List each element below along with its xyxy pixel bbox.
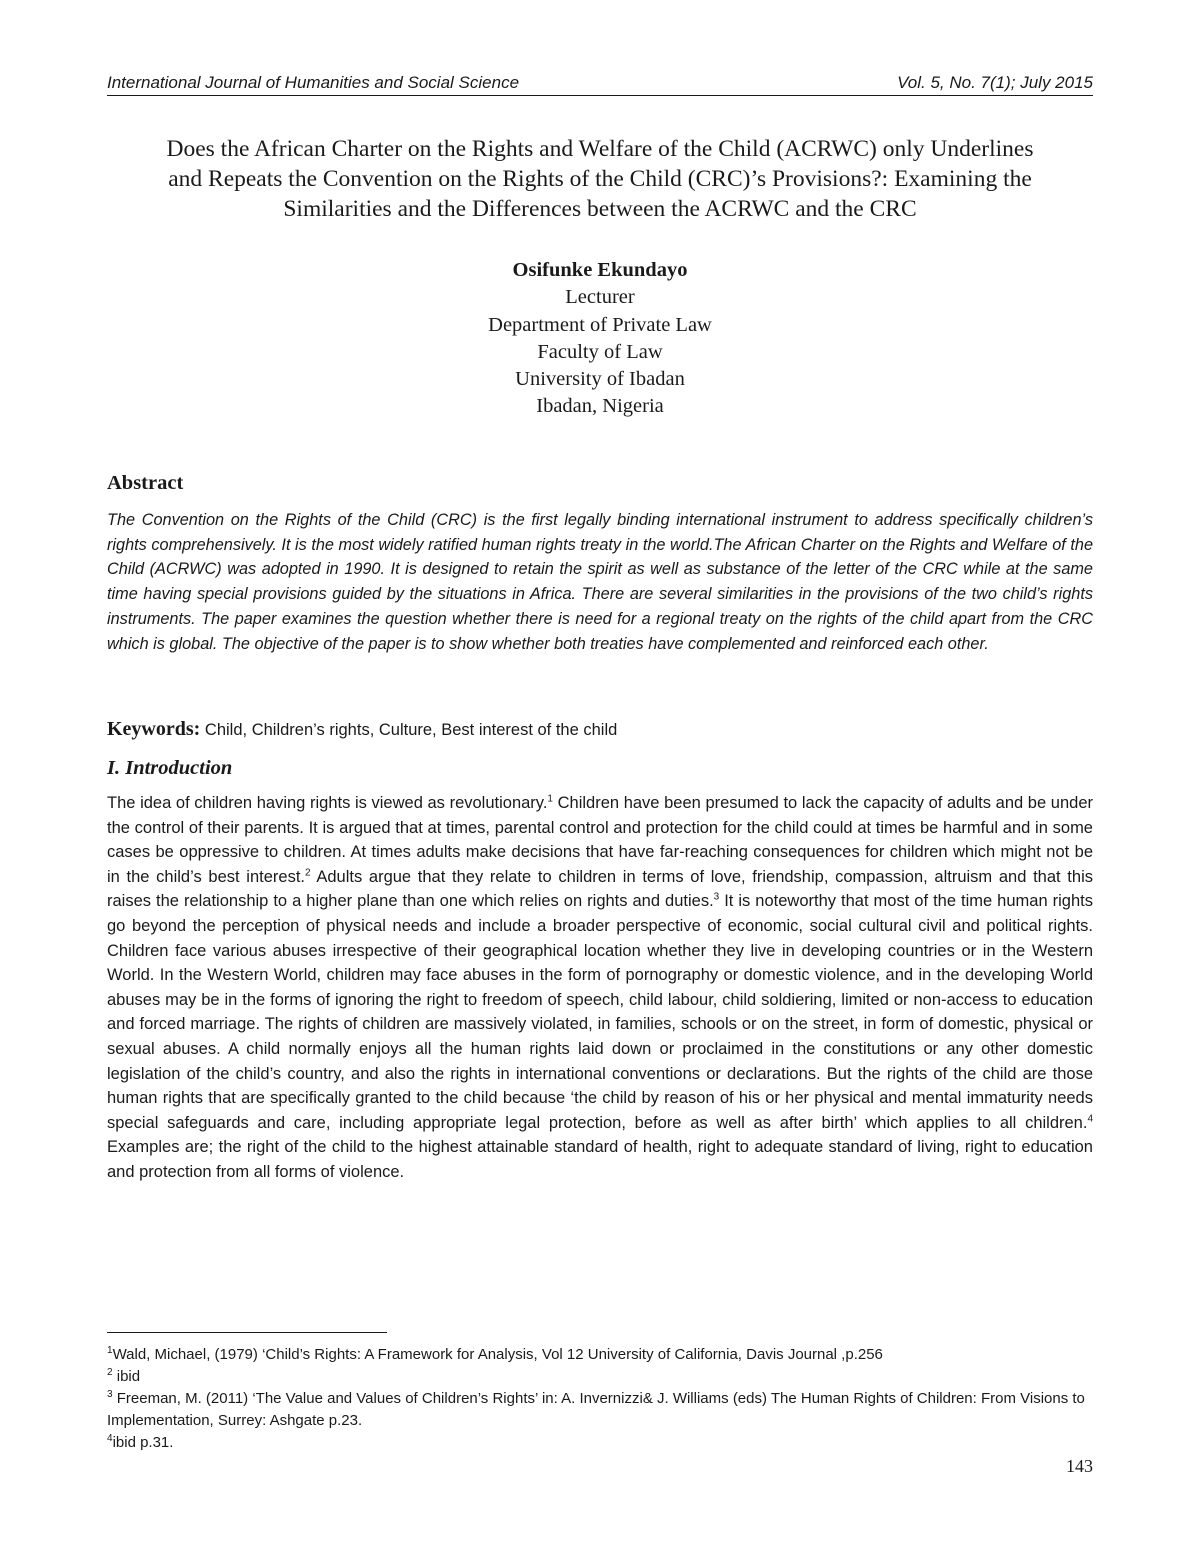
footnote-number: 3	[107, 1389, 113, 1400]
keywords-label: Keywords:	[107, 718, 201, 740]
paper-title	[107, 134, 1093, 224]
title-line: Does the African Charter on the Rights and Welfare of the Child (ACRWC) only Underlines	[166, 136, 1034, 162]
running-header	[107, 70, 1093, 96]
footnote-number: 2	[107, 1367, 113, 1378]
footnote	[107, 1366, 1093, 1388]
title-line: and Repeats the Convention on the Rights of the Child (CRC)’s Provisions?: Examining the	[168, 166, 1032, 192]
keywords-line	[107, 718, 1093, 741]
intro-text: Children have been presumed to lack the capacity of adults and be under the control of their parents. It is argued that at times, parental control and protection for the child could at times be harmful and in some cases be oppressive to children. At times adults make decisions that have far-reaching consequences for children which might not be in the child’s best interest.	[107, 794, 1093, 886]
footnote	[107, 1388, 1093, 1432]
footnote-number: 4	[107, 1433, 113, 1444]
abstract-text: The Convention on the Rights of the Child (CRC) is the first legally binding international instrument to address specifically children’s rights comprehensively. It is the most widely ratified human rights treaty in the world.The African Charter on the Rights and Welfare of the Child (ACRWC) was adopted in 1990. It is designed to retain the spirit as well as substance of the letter of the CRC while at the same time having special provisions guided by the situations in Africa. There are several similarities in the provisions of the two child’s rights instruments. The paper examines the question whether there is need for a regional treaty on the rights of the child apart from the CRC which is global. The objective of the paper is to show whether both treaties have complemented and reinforced each other.	[107, 511, 1093, 653]
author-block	[107, 257, 1093, 421]
introduction-paragraph	[107, 791, 1093, 1185]
volume-issue: Vol. 5, No. 7(1); July 2015	[897, 73, 1093, 92]
footnote-divider	[107, 1332, 387, 1333]
intro-text: Adults argue that they relate to children in terms of love, friendship, compassion, altruism and that this raises the relationship to a higher plane than one which relies on rights and duties.	[107, 867, 1093, 911]
introduction-heading: I. Introduction	[107, 757, 233, 779]
intro-text: The idea of children having rights is viewed as revolutionary.	[107, 794, 548, 812]
abstract-heading: Abstract	[107, 472, 184, 494]
footnote-ref[interactable]: 3	[713, 891, 720, 903]
author-department: Department of Private Law	[488, 313, 712, 336]
footnote-ref[interactable]: 1	[547, 793, 553, 805]
footnote-text: Freeman, M. (2011) ‘The Value and Values of Children’s Rights’ in: A. Invernizzi& J. Williams (eds) The Human Rights of Children: From Visions to Implementation, Surrey: Ashgate p.23.	[107, 1390, 1085, 1429]
journal-name: International Journal of Humanities and Social Science	[107, 73, 520, 92]
footnote-text: ibid	[112, 1368, 141, 1385]
author-faculty: Faculty of Law	[537, 340, 663, 363]
page-number: 143	[1066, 1456, 1093, 1476]
footnotes	[107, 1344, 1093, 1454]
author-position: Lecturer	[565, 286, 635, 309]
footnote	[107, 1344, 1093, 1366]
footnote-text: Wald, Michael, (1979) ‘Child’s Rights: A Framework for Analysis, Vol 12 University of California, Davis Journal ,p.256	[112, 1346, 883, 1363]
footnote-ref[interactable]: 4	[1087, 1113, 1093, 1125]
author-university: University of Ibadan	[515, 368, 685, 391]
intro-text: Examples are; the right of the child to the highest attainable standard of health, right to adequate standard of living, right to education and protection from all forms of violence.	[107, 1138, 1093, 1181]
title-line: Similarities and the Differences between the ACRWC and the CRC	[283, 196, 917, 222]
intro-text: It is noteworthy that most of the time human rights go beyond the perception of physical needs and include a broader perspective of economic, social cultural civil and political rights. Children face various abuses irrespective of their geographical location whether they live in developing countries or in the Western World. In the Western World, children may face abuses in the form of pornography or domestic violence, and in the developing World abuses may be in the forms of ignoring the right to freedom of speech, child labour, child soldiering, limited or non-access to education and forced marriage. The rights of children are massively violated, in families, schools or on the street, in form of domestic, physical or sexual abuses. A child normally enjoys all the human rights laid down or proclaimed in the constitutions or any other domestic legislation of the child’s country, and also the rights in international conventions or declarations. But the rights of the child are those human rights that are specifically granted to the child because ‘the child by reason of his or her physical and mental immaturity needs special safeguards and care, including appropriate legal protection, before as well as after birth’ which applies to all children.	[107, 892, 1093, 1132]
footnote-number: 1	[107, 1345, 113, 1356]
footnote-text: ibid p.31.	[112, 1434, 174, 1451]
footnote	[107, 1432, 1093, 1454]
author-name: Osifunke Ekundayo	[512, 259, 688, 281]
author-location: Ibadan, Nigeria	[536, 395, 664, 418]
keywords-text: Child, Children’s rights, Culture, Best interest of the child	[204, 721, 618, 739]
footnote-ref[interactable]: 2	[305, 867, 311, 879]
